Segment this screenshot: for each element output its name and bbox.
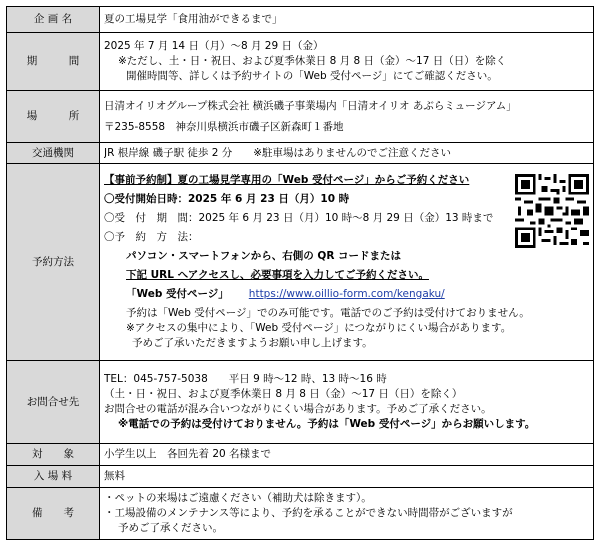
reservation-url-link[interactable]: https://www.oillio-form.com/kengaku/ — [248, 288, 445, 300]
web-page-line — [104, 287, 589, 302]
admission-fee: 無料 — [104, 470, 125, 482]
value-taisho — [100, 444, 594, 466]
access-info: JR 根岸線 磯子駅 徒歩 2 分 ※駐車場はありませんのでご注意ください — [104, 146, 452, 159]
row-toiawase — [7, 361, 594, 444]
label-taisho: 対 象 — [7, 444, 100, 466]
remark-apology: 予めご了承ください。 — [118, 522, 223, 534]
label-nyujo: 入 場 料 — [7, 466, 100, 488]
venue-address: 〒235-8558 神奈川県横浜市磯子区新森町１番地 — [104, 120, 344, 133]
row-kotsu — [7, 143, 594, 164]
value-biko — [100, 488, 594, 540]
event-info-table — [6, 6, 594, 540]
reservation-method-label: 〇予 約 方 法： — [104, 231, 199, 243]
label-kikaku: 企 画 名 — [7, 7, 100, 33]
remark-maintenance: ・工場設備のメンテナンス等により、予約を承ることができない時間帯がございますが — [104, 507, 513, 519]
value-yoyaku — [100, 164, 594, 361]
apology-note: 予めご了承いただきますようお願い申し上げます。 — [132, 337, 373, 349]
label-biko: 備 考 — [7, 488, 100, 540]
row-kikan — [7, 33, 594, 91]
access-warning: ※アクセスの集中により、「Web 受付ページ」につながりにくい場合があります。 — [126, 322, 512, 334]
row-kikaku — [7, 7, 594, 33]
label-yoyaku: 予約方法 — [7, 164, 100, 361]
label-toiawase: お問合せ先 — [7, 361, 100, 444]
target-audience: 小学生以上 各回先着 20 名様まで — [104, 448, 272, 460]
reservation-method-2: 下記 URL へアクセスし、必要事項を入力してご予約ください。 — [126, 269, 429, 281]
value-kotsu — [100, 143, 594, 164]
label-basho: 場 所 — [7, 91, 100, 143]
contact-phone: TEL：045-757-5038 平日 9 時～12 時、13 時～16 時 — [104, 373, 387, 385]
row-biko — [7, 488, 594, 540]
value-nyujo — [100, 466, 594, 488]
reservation-period: 〇受 付 期 間：2025 年 6 月 23 日（月）10 時～8 月 29 日（金）13 時まで — [104, 212, 494, 224]
remark-pets: ・ペットの来場はご遠慮ください（補助犬は除きます）。 — [104, 492, 372, 504]
value-kikaku — [100, 7, 594, 33]
event-title: 夏の工場見学「食用油ができるまで」 — [104, 13, 283, 25]
web-only-note: 予約は「Web 受付ページ」でのみ可能です。電話でのご予約は受付けておりません。 — [126, 307, 530, 319]
contact-no-phone-booking: ※電話での予約は受付けておりません。予約は「Web 受付ページ」からお願いします。 — [118, 418, 536, 430]
row-nyujo — [7, 466, 594, 488]
reservation-headline: 【事前予約制】夏の工場見学専用の「Web 受付ページ」からご予約ください — [104, 174, 470, 186]
label-kikan: 期 間 — [7, 33, 100, 91]
label-kotsu: 交通機関 — [7, 143, 100, 164]
row-yoyaku — [7, 164, 594, 361]
contact-exclusion: （土・日・祝日、および夏季休業日 8 月 8 日（金）～17 日（日）を除く） — [104, 388, 463, 400]
value-kikan — [100, 33, 594, 91]
value-toiawase — [100, 361, 594, 444]
row-basho — [7, 91, 594, 143]
web-page-label: 「Web 受付ページ」 — [126, 288, 229, 300]
contact-busy-note: お問合せの電話が混み合いつながりにくい場合があります。予めご了承ください。 — [104, 403, 492, 415]
qr-code-icon[interactable] — [515, 174, 589, 248]
period-exclusion: ※ただし、土・日・祝日、および夏季休業日 8 月 8 日（金）～17 日（日）を除く — [118, 55, 507, 67]
reservation-start: 〇受付開始日時：2025 年 6 月 23 日（月）10 時 — [104, 193, 350, 205]
venue-name: 日清オイリオグループ株式会社 横浜磯子事業場内「日清オイリオ あぶらミュージアム」 — [104, 99, 517, 112]
period-dates: 2025 年 7 月 14 日（月）～8 月 29 日（金） — [104, 40, 324, 52]
period-note: 開催時間等、詳しくは予約サイトの「Web 受付ページ」にてご確認ください。 — [126, 70, 498, 82]
reservation-method-1: パソコン・スマートフォンから、右側の QR コードまたは — [126, 250, 402, 262]
row-taisho — [7, 444, 594, 466]
value-basho — [100, 91, 594, 143]
